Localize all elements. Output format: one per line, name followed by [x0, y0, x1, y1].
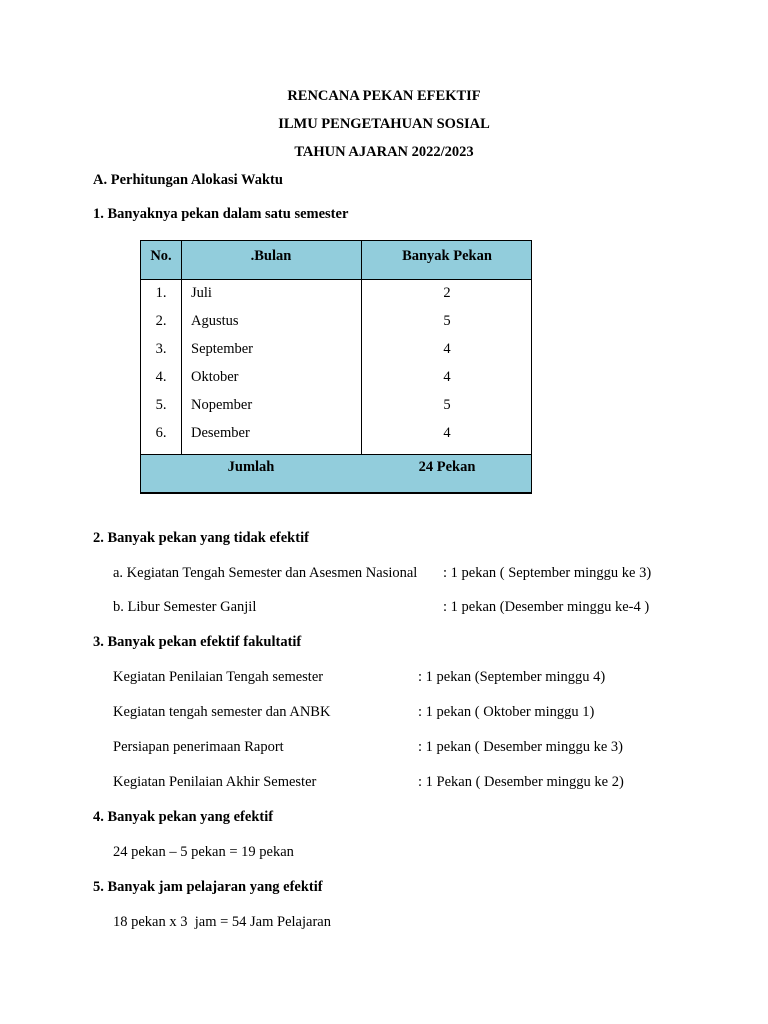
- section-2-item-b-value: : 1 pekan (Desember minggu ke-4 ): [443, 599, 650, 615]
- section-2-item-b-label: b. Libur Semester Ganjil: [113, 599, 257, 615]
- table-footer-label: Jumlah: [227, 459, 275, 475]
- table-header-no: No.: [150, 248, 172, 264]
- doc-title-line-1: RENCANA PEKAN EFEKTIF: [287, 88, 481, 104]
- row-no: 3.: [155, 341, 167, 357]
- section-3-item-value: : 1 Pekan ( Desember minggu ke 2): [418, 774, 624, 790]
- section-3-item-value: : 1 pekan (September minggu 4): [418, 669, 606, 685]
- section-2-item-a-label: a. Kegiatan Tengah Semester dan Asesmen Nasional: [113, 565, 418, 581]
- row-pekan: 5: [443, 313, 451, 329]
- section-1-heading: 1. Banyaknya pekan dalam satu semester: [93, 206, 349, 222]
- section-a-heading: A. Perhitungan Alokasi Waktu: [93, 172, 283, 188]
- row-pekan: 4: [443, 369, 451, 385]
- row-pekan: 5: [443, 397, 451, 413]
- table-header-pekan: Banyak Pekan: [402, 248, 492, 264]
- row-bulan: September: [191, 341, 254, 357]
- section-2-heading: 2. Banyak pekan yang tidak efektif: [93, 530, 309, 546]
- table-divider: [181, 241, 182, 456]
- row-no: 2.: [155, 313, 167, 329]
- section-2-item-a-value: : 1 pekan ( September minggu ke 3): [443, 565, 652, 581]
- row-bulan: Oktober: [191, 369, 239, 385]
- section-5-heading: 5. Banyak jam pelajaran yang efektif: [93, 879, 323, 895]
- section-4-text: 24 pekan – 5 pekan = 19 pekan: [113, 844, 294, 860]
- row-pekan: 2: [443, 285, 451, 301]
- section-5-text: 18 pekan x 3 jam = 54 Jam Pelajaran: [113, 914, 331, 930]
- row-no: 5.: [155, 397, 167, 413]
- table-footer-value: 24 Pekan: [418, 459, 476, 475]
- row-no: 6.: [155, 425, 167, 441]
- table-footer-row: [141, 454, 531, 492]
- section-4-heading: 4. Banyak pekan yang efektif: [93, 809, 274, 825]
- row-bulan: Desember: [191, 425, 250, 441]
- section-3-item-label: Persiapan penerimaan Raport: [113, 739, 284, 755]
- pekan-table: [140, 240, 532, 494]
- section-3-heading: 3. Banyak pekan efektif fakultatif: [93, 634, 302, 650]
- section-3-item-label: Kegiatan Penilaian Tengah semester: [113, 669, 324, 685]
- row-pekan: 4: [443, 341, 451, 357]
- table-header-bulan: .Bulan: [250, 248, 292, 264]
- row-no: 1.: [155, 285, 167, 301]
- table-header-row: [141, 241, 531, 280]
- row-bulan: Nopember: [191, 397, 253, 413]
- doc-title-line-2: ILMU PENGETAHUAN SOSIAL: [278, 116, 490, 132]
- section-3-item-value: : 1 pekan ( Desember minggu ke 3): [418, 739, 623, 755]
- row-bulan: Juli: [191, 285, 212, 301]
- section-3-item-value: : 1 pekan ( Oktober minggu 1): [418, 704, 595, 720]
- section-3-item-label: Kegiatan Penilaian Akhir Semester: [113, 774, 317, 790]
- row-pekan: 4: [443, 425, 451, 441]
- row-no: 4.: [155, 369, 167, 385]
- row-bulan: Agustus: [191, 313, 239, 329]
- section-3-item-label: Kegiatan tengah semester dan ANBK: [113, 704, 331, 720]
- doc-title-line-3: TAHUN AJARAN 2022/2023: [294, 144, 474, 160]
